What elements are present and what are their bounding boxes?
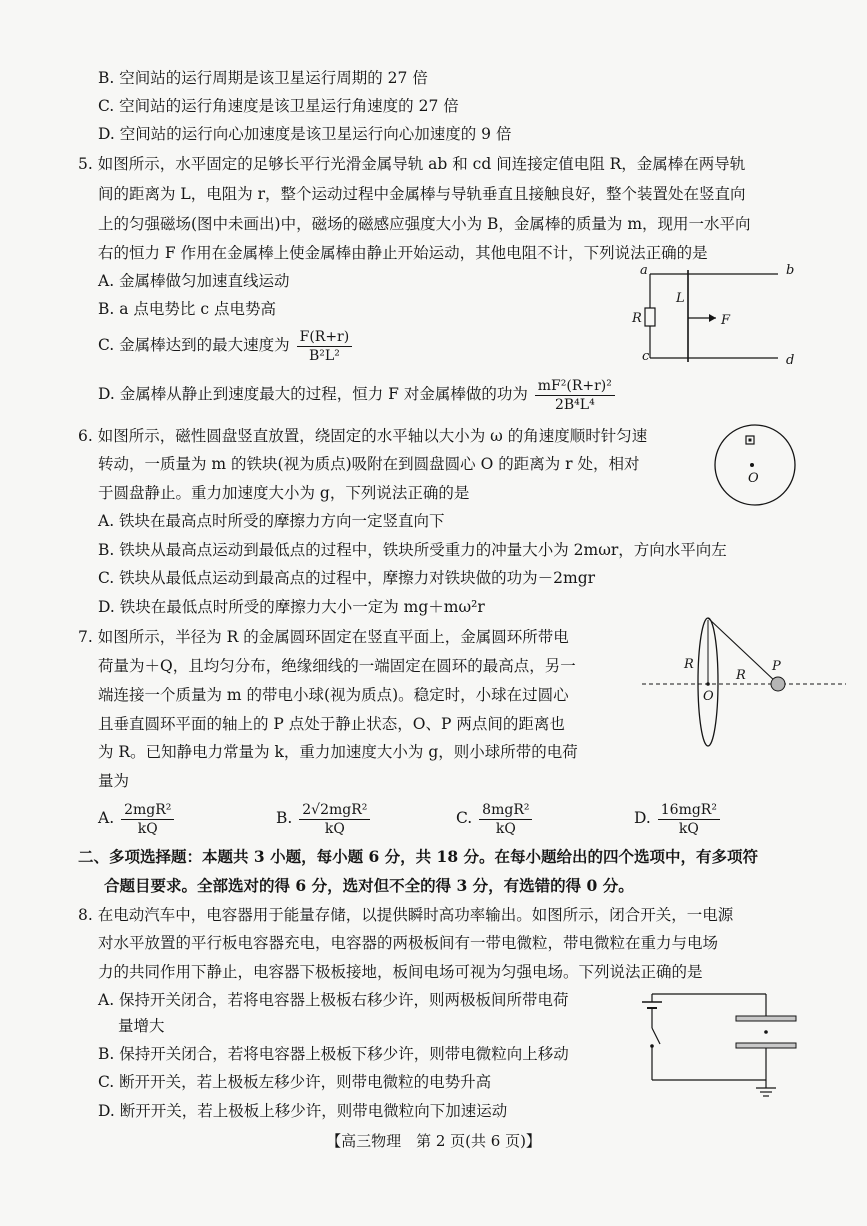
section2-heading-2: 合题目要求。全部选对的得 6 分，选对但不全的得 3 分，有选错的得 0 分。 — [104, 876, 634, 895]
q7-d-numerator: 16mgR² — [658, 801, 720, 820]
q7-c-denominator: kQ — [495, 820, 516, 837]
q5-stem-2: 间的距离为 L，电阻为 r，整个运动过程中金属棒与导轨垂直且接触良好，整个装置处在竖直向 — [98, 185, 746, 203]
q8-option-b: B. 保持开关闭合，若将电容器上极板下移少许，则带电微粒向上移动 — [98, 1045, 569, 1063]
magnetic-disk — [715, 425, 795, 505]
q6-stem-1: 6. 如图所示，磁性圆盘竖直放置，绕固定的水平轴以大小为 ω 的角速度顺时针匀速 — [78, 427, 648, 445]
q5-option-b: B. a 点电势比 c 点电势高 — [98, 300, 276, 318]
label-p: P — [772, 659, 781, 674]
q7-a-denominator: kQ — [137, 820, 158, 837]
q7-stem-4: 且垂直圆环平面的轴上的 P 点处于静止状态，O、P 两点间的距离也 — [98, 715, 565, 733]
q7-stem-3: 端连接一个质量为 m 的带电小球(视为质点)。稳定时，小球在过圆心 — [98, 686, 569, 704]
q6-disk-figure — [710, 420, 800, 510]
q5-option-c — [98, 325, 354, 365]
label-o: O — [748, 471, 759, 486]
q5-option-a: A. 金属棒做匀加速直线运动 — [98, 272, 290, 290]
capacitor-upper-plate — [736, 1016, 796, 1021]
charged-ball — [771, 677, 785, 691]
label-o-center: O — [703, 689, 714, 704]
label-b: b — [786, 263, 795, 278]
q8-capacitor-figure — [636, 988, 806, 1100]
q8-stem-3: 力的共同作用下静止，电容器下极板接地，板间电场可视为匀强电场。下列说法正确的是 — [98, 963, 703, 981]
q6-option-a: A. 铁块在最高点时所受的摩擦力方向一定竖直向下 — [98, 512, 445, 530]
q5-option-d-fraction — [535, 377, 615, 414]
label-f: F — [721, 313, 731, 328]
q7-option-c — [456, 798, 534, 838]
q7-c-fraction — [479, 801, 532, 838]
q7-c-label: C. — [456, 809, 473, 827]
q8-option-c: C. 断开开关，若上极板左移少许，则带电微粒的电势升高 — [98, 1073, 492, 1091]
q7-b-label: B. — [276, 809, 293, 827]
q7-b-numerator: 2√2mgR² — [299, 801, 370, 820]
q7-ring-figure — [640, 612, 850, 752]
q4-option-d: D. 空间站的运行向心加速度是该卫星运行向心加速度的 9 倍 — [98, 125, 512, 143]
q5-option-d — [98, 373, 617, 415]
q5-option-c-text: C. 金属棒达到的最大速度为 — [98, 336, 290, 354]
q6-stem-2: 转动，一质量为 m 的铁块(视为质点)吸附在到圆盘圆心 O 的距离为 r 处，相对 — [98, 455, 640, 473]
q6-option-c: C. 铁块从最低点运动到最高点的过程中，摩擦力对铁块做的功为－2mgr — [98, 569, 596, 587]
q5-d-denominator: 2B⁴L⁴ — [554, 396, 595, 413]
q7-option-d — [634, 798, 722, 838]
q7-c-numerator: 8mgR² — [479, 801, 532, 820]
q4-option-b: B. 空间站的运行周期是该卫星运行周期的 27 倍 — [98, 69, 428, 87]
q5-option-d-text: D. 金属棒从静止到速度最大的过程，恒力 F 对金属棒做的功为 — [98, 385, 528, 403]
label-c: c — [642, 349, 650, 364]
q7-stem-5: 为 R。已知静电力常量为 k，重力加速度大小为 g，则小球所带的电荷 — [98, 743, 578, 761]
q7-stem-1: 7. 如图所示，半径为 R 的金属圆环固定在竖直平面上，金属圆环所带电 — [78, 628, 569, 646]
q7-a-label: A. — [98, 809, 115, 827]
q7-a-fraction — [121, 801, 174, 838]
q6-option-d: D. 铁块在最低点时所受的摩擦力大小一定为 mg＋mω²r — [98, 598, 485, 616]
capacitor-lower-plate — [736, 1043, 796, 1048]
q7-stem-6: 量为 — [98, 772, 130, 790]
q5-c-denominator: B²L² — [309, 347, 340, 364]
q7-stem-2: 荷量为＋Q，且均匀分布，绝缘细线的一端固定在圆环的最高点，另一 — [98, 657, 576, 675]
q7-a-numerator: 2mgR² — [121, 801, 174, 820]
q7-b-fraction — [299, 801, 370, 838]
q7-option-a — [98, 798, 176, 838]
q8-option-a-2: 量增大 — [118, 1017, 165, 1035]
label-a: a — [640, 263, 648, 278]
q5-option-c-fraction — [297, 328, 353, 365]
q7-d-label: D. — [634, 809, 651, 827]
q7-d-fraction — [658, 801, 720, 838]
q5-stem-1: 5. 如图所示，水平固定的足够长平行光滑金属导轨 ab 和 cd 间连接定值电阻 R，金属棒在两导轨 — [78, 155, 746, 173]
q5-stem-4: 右的恒力 F 作用在金属棒上使金属棒由静止开始运动，其他电阻不计，下列说法正确的是 — [98, 244, 708, 262]
q5-circuit-figure — [628, 262, 808, 374]
q5-stem-3: 上的匀强磁场(图中未画出)中，磁场的磁感应强度大小为 B，金属棒的质量为 m，现用一水平向 — [98, 215, 751, 233]
label-r: R — [632, 311, 642, 326]
q8-option-a-1: A. 保持开关闭合，若将电容器上极板右移少许，则两极板间所带电荷 — [98, 991, 569, 1009]
label-r-ring: R — [684, 657, 694, 672]
q8-stem-1: 8. 在电动汽车中，电容器用于能量存储，以提供瞬时高功率输出。如图所示，闭合开关，一电源 — [78, 906, 734, 924]
q4-option-c: C. 空间站的运行角速度是该卫星运行角速度的 27 倍 — [98, 97, 459, 115]
q5-c-numerator: F(R+r) — [297, 328, 353, 347]
q6-stem-3: 于圆盘静止。重力加速度大小为 g，下列说法正确的是 — [98, 484, 470, 502]
q8-option-d: D. 断开开关，若上极板上移少许，则带电微粒向下加速运动 — [98, 1102, 508, 1120]
page-footer: 【高三物理 第 2 页(共 6 页)】 — [326, 1132, 541, 1150]
q8-stem-2: 对水平放置的平行板电容器充电，电容器的两极板间有一带电微粒，带电微粒在重力与电场 — [98, 934, 719, 952]
q7-option-b — [276, 798, 372, 838]
label-r-op: R — [736, 668, 746, 683]
disk-center — [750, 463, 754, 467]
label-d: d — [786, 353, 795, 368]
section2-heading-1: 二、多项选择题：本题共 3 小题，每小题 6 分，共 18 分。在每小题给出的四个选项中，有多项符 — [78, 847, 759, 866]
q7-d-denominator: kQ — [678, 820, 699, 837]
resistor-r — [645, 308, 655, 326]
switch — [652, 1028, 660, 1044]
q7-b-denominator: kQ — [324, 820, 345, 837]
q5-d-numerator: mF²(R+r)² — [535, 377, 615, 396]
q6-option-b: B. 铁块从最高点运动到最低点的过程中，铁块所受重力的冲量大小为 2mωr，方向水平向左 — [98, 541, 727, 559]
charged-particle — [764, 1030, 768, 1034]
label-l: L — [676, 291, 685, 306]
